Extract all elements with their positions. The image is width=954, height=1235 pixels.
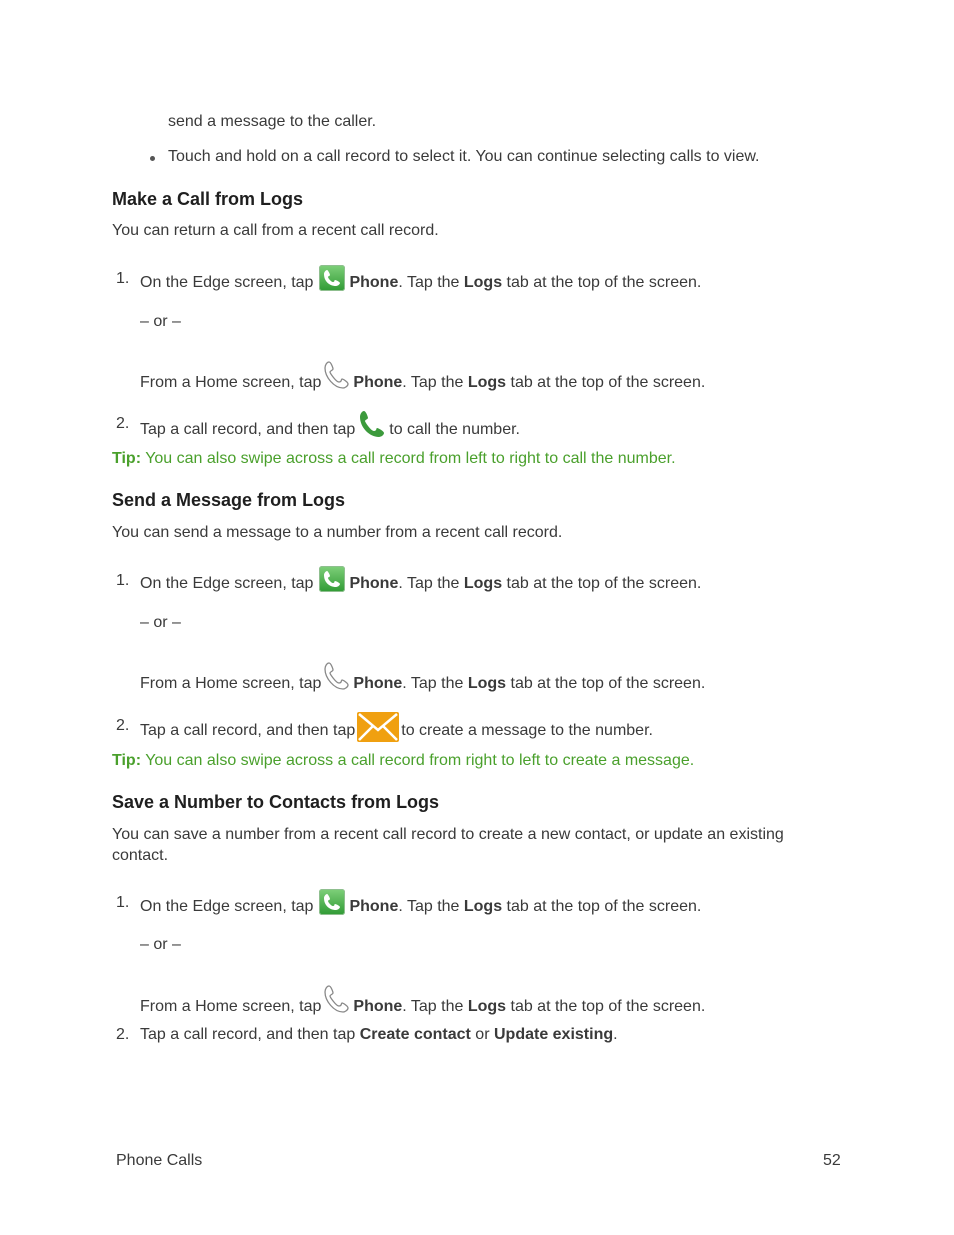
tip-text: You can also swipe across a call record from left to right to call the number. [141,450,676,467]
logs-label: Logs [463,898,503,916]
logs-label: Logs [467,675,507,693]
intro-bullet: Touch and hold on a call record to select it. You can continue selecting calls to view. [168,148,760,165]
or-separator: – or – [140,313,181,330]
step-home-phone [140,991,705,1023]
tip-call [112,449,676,469]
step-text: . Tap the [398,898,464,916]
section-title-save-contact: Save a Number to Contacts from Logs [112,792,440,812]
step-number: 1. [116,572,130,589]
logs-label: Logs [467,998,507,1016]
logs-label: Logs [467,374,507,392]
step-text: . Tap the [398,575,464,593]
step-text: From a Home screen, tap [140,675,322,693]
step-text: . Tap the [402,998,468,1016]
step-text: From a Home screen, tap [140,374,322,392]
tip-message [112,751,694,771]
step-text: . Tap the [402,675,468,693]
phone-outline-icon [323,660,351,692]
edge-phone-icon [319,889,345,915]
step-number: 2. [116,415,130,432]
step-edge-phone [140,894,701,920]
step-edge-phone [140,270,701,296]
section-title-send-message: Send a Message from Logs [112,490,346,510]
step-text: On the Edge screen, tap [140,898,314,916]
phone-outline-icon [323,983,351,1015]
step-text: From a Home screen, tap [140,998,322,1016]
or-separator: – or – [140,936,181,953]
step-create-contact [140,1025,618,1045]
step-text: . Tap the [402,374,468,392]
section-desc-save-contact: You can save a number from a recent call record to create a new contact, or update an existing contact. [112,826,784,864]
message-icon [357,712,399,742]
footer-section: Phone Calls [116,1152,203,1169]
step-number: 1. [116,270,130,287]
step-home-phone [140,367,705,399]
edge-phone-icon [319,265,345,291]
step-edge-phone [140,571,701,597]
bullet-dot [150,156,155,161]
step-text: . [613,1026,618,1043]
phone-label: Phone [349,898,399,916]
call-icon [357,409,387,439]
step-text: tab at the top of the screen. [506,998,706,1016]
tip-text: You can also swipe across a call record from right to left to create a message. [141,752,695,769]
step-text: Tap a call record, and then tap [140,421,356,439]
phone-label: Phone [353,998,403,1016]
tip-label: Tip: [112,752,142,769]
section-desc-make-call: You can return a call from a recent call record. [112,222,439,239]
step-text: tab at the top of the screen. [502,274,702,292]
step-text: On the Edge screen, tap [140,274,314,292]
or-separator: – or – [140,614,181,631]
step-home-phone [140,668,705,700]
step-text: Tap a call record, and then tap [140,1026,360,1043]
intro-continuation: send a message to the caller. [168,113,377,130]
page-number: 52 [823,1152,841,1169]
phone-label: Phone [349,575,399,593]
step-text: . Tap the [398,274,464,292]
step-text: Tap a call record, and then tap [140,722,356,740]
logs-label: Logs [463,274,503,292]
step-text: to create a message to the number. [401,722,653,740]
phone-label: Phone [353,675,403,693]
tip-label: Tip: [112,450,142,467]
step-number: 1. [116,894,130,911]
step-text: On the Edge screen, tap [140,575,314,593]
step-text: tab at the top of the screen. [502,575,702,593]
section-title-make-call: Make a Call from Logs [112,189,304,209]
step-call-number [140,415,520,445]
phone-label: Phone [349,274,399,292]
step-text: tab at the top of the screen. [506,374,706,392]
step-text: tab at the top of the screen. [502,898,702,916]
step-number: 2. [116,1026,130,1043]
step-create-message [140,716,653,746]
step-text: or [470,1026,494,1043]
phone-outline-icon [323,359,351,391]
step-text: to call the number. [389,421,520,439]
create-contact-label: Create contact [359,1026,471,1043]
step-text: tab at the top of the screen. [506,675,706,693]
edge-phone-icon [319,566,345,592]
phone-label: Phone [353,374,403,392]
step-number: 2. [116,717,130,734]
section-desc-send-message: You can send a message to a number from a recent call record. [112,524,563,541]
update-existing-label: Update existing [493,1026,614,1043]
logs-label: Logs [463,575,503,593]
